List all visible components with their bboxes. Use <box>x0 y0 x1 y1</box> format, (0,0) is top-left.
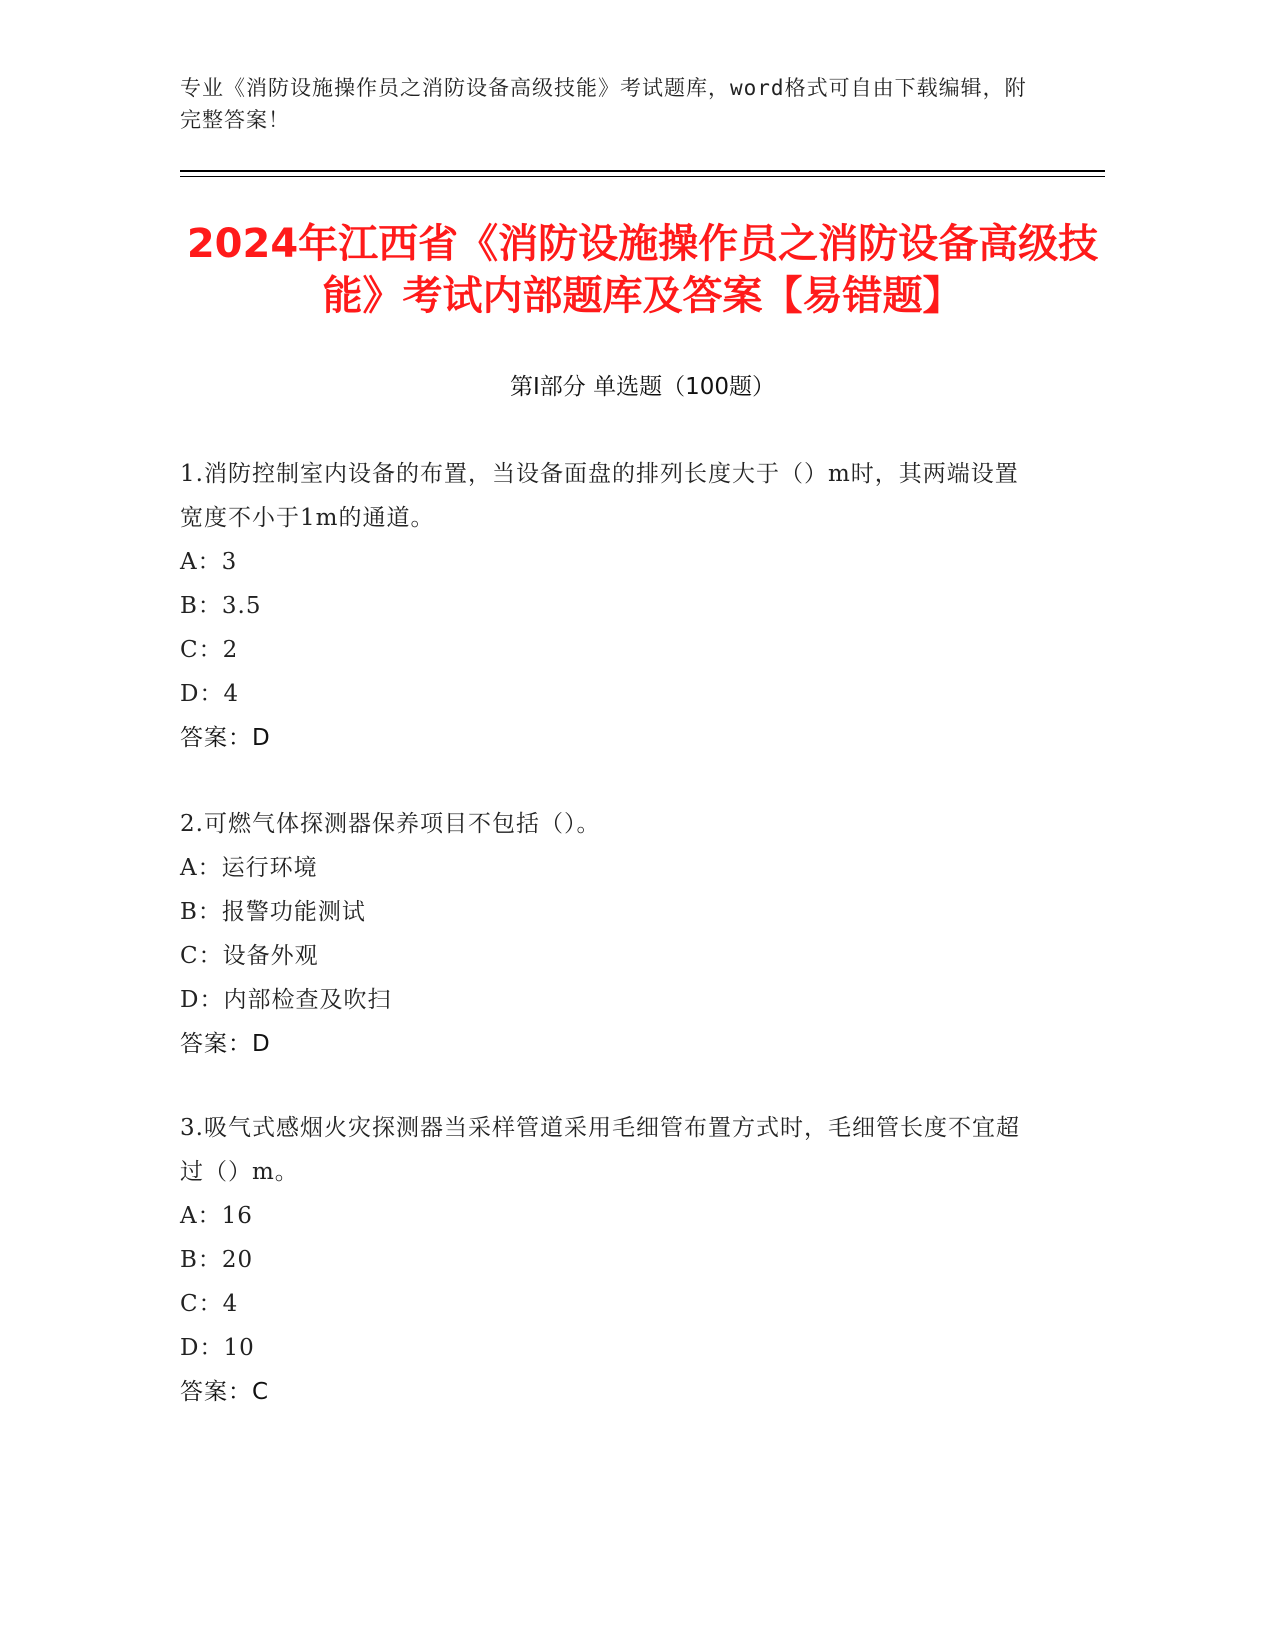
option-b: B：报警功能测试 <box>180 899 366 925</box>
answer-line: 答案：D <box>180 1031 271 1057</box>
option-b: B：20 <box>180 1247 254 1273</box>
question-block <box>180 1106 1040 1414</box>
option-a: A：运行环境 <box>180 855 318 881</box>
option-d: D：4 <box>180 681 240 707</box>
option-a: A：3 <box>180 549 238 575</box>
option-c: C：4 <box>180 1291 239 1317</box>
document-title: 2024年江西省《消防设施操作员之消防设备高级技能》考试内部题库及答案【易错题】 <box>186 221 1099 319</box>
answer-line: 答案：C <box>180 1379 270 1405</box>
question-stem: 1.消防控制室内设备的布置，当设备面盘的排列长度大于（）m时，其两端设置宽度不小于1m的通道。 <box>180 461 1019 531</box>
question-block <box>180 452 1040 760</box>
header-note: 专业《消防设施操作员之消防设备高级技能》考试题库，word格式可自由下载编辑，附完整答案！ <box>180 76 1027 132</box>
option-c: C：设备外观 <box>180 943 319 969</box>
option-c: C：2 <box>180 637 239 663</box>
section-heading: 第Ⅰ部分 单选题（100题） <box>510 374 775 400</box>
header-divider-thick <box>180 170 1105 172</box>
option-a: A：16 <box>180 1203 253 1229</box>
option-d: D：内部检查及吹扫 <box>180 987 392 1013</box>
option-d: D：10 <box>180 1335 255 1361</box>
question-block <box>180 802 1040 1066</box>
question-stem: 2.可燃气体探测器保养项目不包括（）。 <box>180 811 601 837</box>
option-b: B：3.5 <box>180 593 262 619</box>
question-stem: 3.吸气式感烟火灾探测器当采样管道采用毛细管布置方式时，毛细管长度不宜超过（）m。 <box>180 1115 1020 1185</box>
answer-line: 答案：D <box>180 725 271 751</box>
header-divider-thin <box>180 176 1105 177</box>
